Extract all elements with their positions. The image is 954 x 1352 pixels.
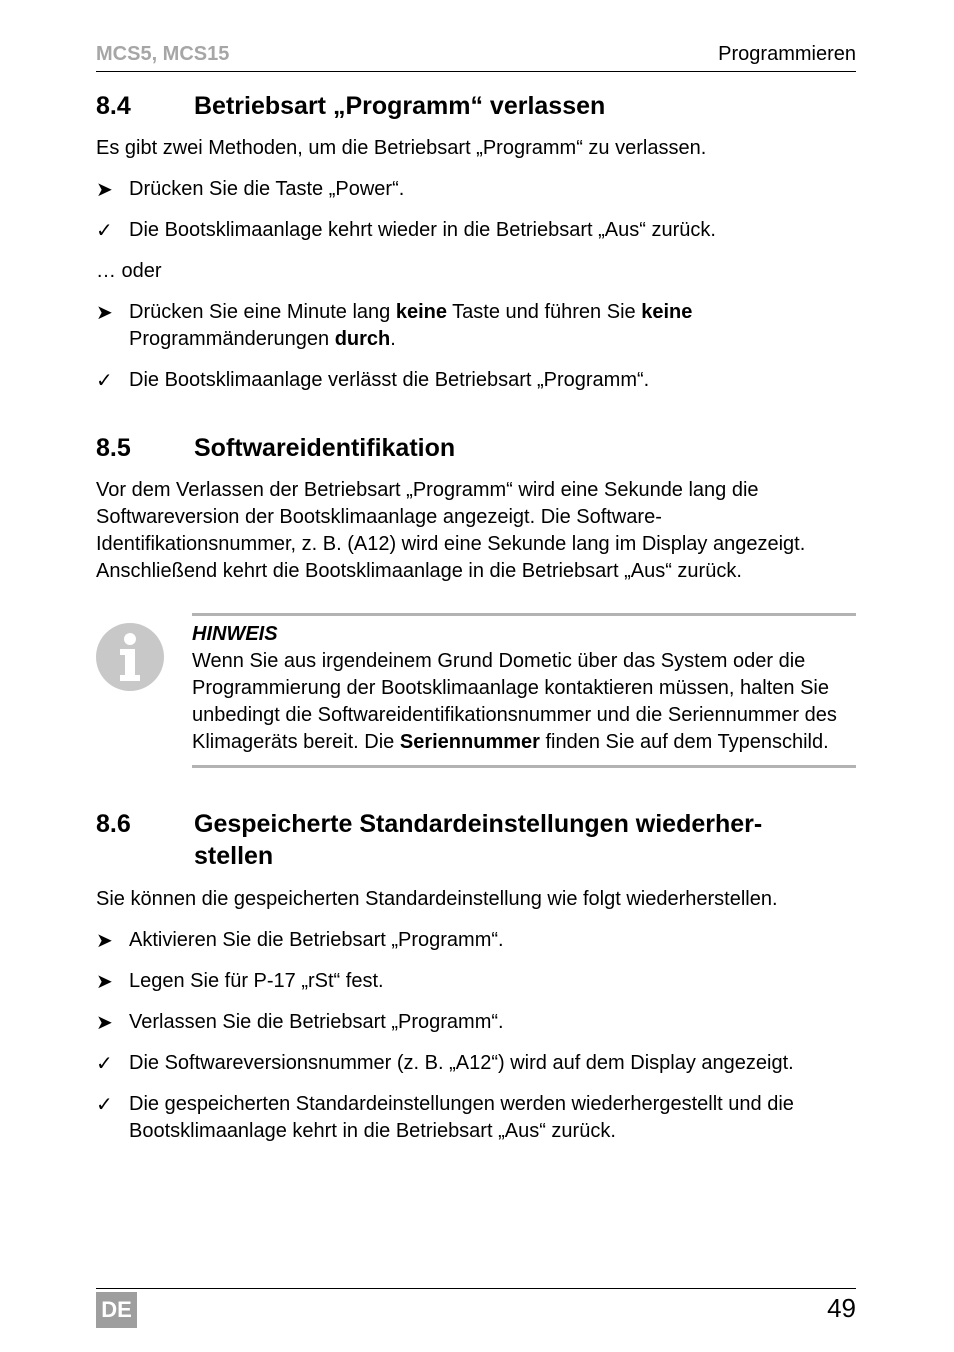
step-text: Legen Sie für P-17 „rSt“ fest. — [129, 970, 384, 992]
paragraph: Sie können die gespeicherten Standardeinstellung wie folgt wiederherstellen. — [96, 888, 778, 910]
note-text: Wenn Sie aus irgendeinem Grund Dometic über das System oder die Programmierung der Bootsklimaanlage kontaktieren müssen, halten Sie unbedingt die Softwareidentifikationsnummer und die Seriennummer des Klimageräts bereit. Die Seriennummer finden Sie auf dem Typenschild. — [192, 650, 837, 753]
instruction-step — [96, 927, 856, 954]
section-8-5-heading — [96, 432, 856, 464]
instruction-step — [96, 176, 856, 203]
section-number: 8.5 — [96, 434, 131, 462]
arrow-icon: ➤ — [96, 969, 113, 993]
section-number: 8.6 — [96, 810, 131, 838]
result-item — [96, 1050, 856, 1077]
arrow-icon: ➤ — [96, 928, 113, 952]
note-title: HINWEIS — [192, 623, 278, 645]
check-icon: ✓ — [96, 368, 113, 392]
arrow-icon: ➤ — [96, 300, 113, 324]
instruction-step — [96, 968, 856, 995]
step-text: Verlassen Sie die Betriebsart „Programm“. — [129, 1011, 504, 1033]
result-text: Die Bootsklimaanlage kehrt wieder in die Betriebsart „Aus“ zurück. — [129, 219, 716, 241]
result-text: Die gespeicherten Standardeinstellungen werden wiederhergestellt und die Bootsklimaanlage kehrt in die Betriebsart „Aus“ zurück. — [129, 1093, 794, 1142]
section-8-4-heading — [96, 90, 856, 122]
language-badge: DE — [96, 1292, 137, 1328]
instruction-step — [96, 1009, 856, 1036]
section-8-6-heading — [96, 808, 856, 872]
header-product: MCS5, MCS15 — [96, 43, 230, 65]
section-title: Betriebsart „Programm“ verlassen — [194, 92, 606, 120]
header-chapter: Programmieren — [718, 43, 856, 65]
instruction-step — [96, 299, 856, 353]
result-item — [96, 1091, 856, 1145]
result-item — [96, 367, 856, 394]
paragraph: Es gibt zwei Methoden, um die Betriebsart „Programm“ zu verlassen. — [96, 137, 707, 159]
check-icon: ✓ — [96, 1092, 113, 1116]
result-item — [96, 217, 856, 244]
result-text: Die Softwareversionsnummer (z. B. „A12“) wird auf dem Display angezeigt. — [129, 1052, 794, 1074]
section-title: Gespeicherte Standardeinstellungen wiederher- stellen — [194, 810, 763, 870]
footer-rule — [96, 1288, 856, 1289]
note-box — [96, 613, 856, 768]
step-text: Drücken Sie die Taste „Power“. — [129, 178, 405, 200]
step-text: Drücken Sie eine Minute lang keine Taste und führen Sie keine Programmänderungen durch. — [129, 301, 693, 350]
page-number: 49 — [827, 1293, 856, 1323]
step-text: Aktivieren Sie die Betriebsart „Programm“. — [129, 929, 504, 951]
page-content — [96, 86, 856, 1145]
arrow-icon: ➤ — [96, 177, 113, 201]
section-number: 8.4 — [96, 92, 131, 120]
check-icon: ✓ — [96, 218, 113, 242]
header-rule — [96, 71, 856, 72]
result-text: Die Bootsklimaanlage verlässt die Betriebsart „Programm“. — [129, 369, 650, 391]
paragraph: Vor dem Verlassen der Betriebsart „Programm“ wird eine Sekunde lang die Softwareversion der Bootsklimaanlage angezeigt. Die Software-Identifikationsnummer, z. B. (A12) wird eine Sekunde lang im Display angezeigt. Anschließend kehrt die Bootsklimaanlage in die Betriebsart „Aus“ zurück. — [96, 479, 806, 582]
paragraph-or: … oder — [96, 260, 162, 282]
check-icon: ✓ — [96, 1051, 113, 1075]
arrow-icon: ➤ — [96, 1010, 113, 1034]
note-content — [192, 613, 856, 768]
section-title: Softwareidentifikation — [194, 434, 456, 462]
info-icon — [96, 623, 164, 691]
